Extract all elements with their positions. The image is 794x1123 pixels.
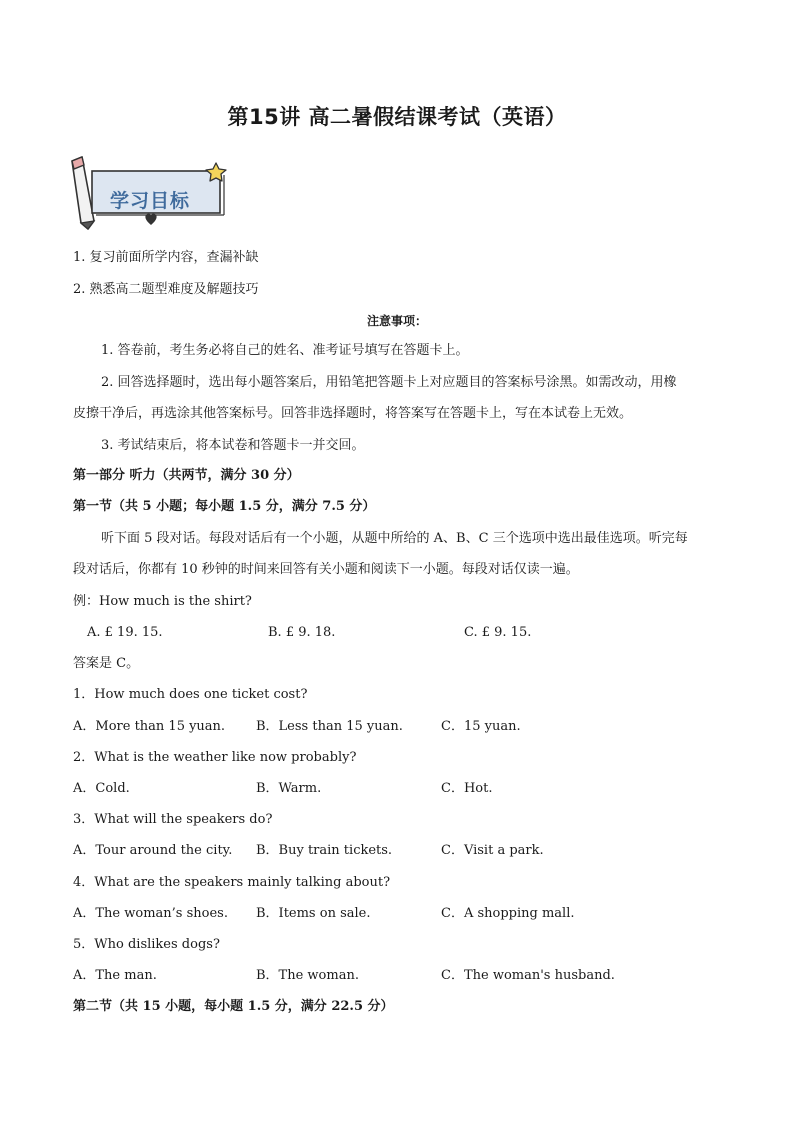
part1-heading: 第一部分 听力（共两节，满分 30 分） — [73, 468, 300, 483]
question-2-option-a: A．Cold. — [73, 781, 130, 796]
example-option-b: B. £ 9. 18. — [268, 625, 336, 640]
question-5-option-b: B．The woman. — [256, 968, 359, 983]
question-1-option-c: C．15 yuan. — [441, 719, 521, 734]
example-question: 例：How much is the shirt? — [73, 594, 252, 609]
question-5: 5．Who dislikes dogs? — [73, 937, 220, 952]
question-1: 1．How much does one ticket cost? — [73, 687, 308, 702]
section1-heading: 第一节（共 5 小题；每小题 1.5 分，满分 7.5 分） — [73, 499, 376, 514]
question-1-option-a: A．More than 15 yuan. — [73, 719, 226, 734]
section2-heading: 第二节（共 15 小题，每小题 1.5 分，满分 22.5 分） — [73, 999, 394, 1014]
page-title: 第15讲 高二暑假结课考试（英语） — [227, 105, 567, 129]
question-4-option-a: A．The woman’s shoes. — [73, 906, 228, 921]
question-2: 2．What is the weather like now probably? — [73, 750, 357, 765]
pencil-icon — [72, 157, 94, 229]
question-2-option-b: B．Warm. — [256, 781, 322, 796]
question-4: 4．What are the speakers mainly talking about? — [73, 875, 391, 890]
question-4-option-b: B．Items on sale. — [256, 906, 371, 921]
question-3-option-c: C．Visit a park. — [441, 843, 544, 858]
notice-item-2-line1: 2. 回答选择题时，选出每小题答案后，用铅笔把答题卡上对应题目的答案标号涂黑。如需改动，用橡 — [101, 375, 677, 390]
question-1-option-b: B．Less than 15 yuan. — [256, 719, 403, 734]
question-5-option-a: A．The man. — [73, 968, 157, 983]
notice-item-3: 3. 考试结束后，将本试卷和答题卡一并交回。 — [101, 438, 365, 453]
goal-2: 2. 熟悉高二题型难度及解题技巧 — [73, 282, 259, 297]
question-2-option-c: C．Hot. — [441, 781, 493, 796]
notice-heading: 注意事项： — [366, 314, 427, 328]
question-3-option-a: A．Tour around the city. — [73, 843, 233, 858]
instructions-line2: 段对话后，你都有 10 秒钟的时间来回答有关小题和阅读下一小题。每段对话仅读一遍。 — [73, 562, 579, 577]
badge-label: 学习目标 — [110, 190, 191, 212]
question-5-option-c: C．The woman's husband. — [441, 968, 615, 983]
question-3-option-b: B．Buy train tickets. — [256, 843, 393, 858]
goal-1: 1. 复习前面所学内容，查漏补缺 — [73, 250, 259, 265]
instructions-line1: 听下面 5 段对话。每段对话后有一个小题，从题中所给的 A、B、C 三个选项中选出最佳选项。听完每 — [101, 531, 688, 546]
example-option-a: A. £ 19. 15. — [87, 625, 163, 640]
question-3: 3．What will the speakers do? — [73, 812, 273, 827]
question-4-option-c: C．A shopping mall. — [441, 906, 575, 921]
example-answer: 答案是 C。 — [73, 656, 140, 671]
notice-item-1: 1. 答卷前，考生务必将自己的姓名、准考证号填写在答题卡上。 — [101, 343, 469, 358]
notice-item-2-line2: 皮擦干净后，再选涂其他答案标号。回答非选择题时，将答案写在答题卡上，写在本试卷上无效。 — [73, 406, 633, 421]
example-option-c: C. £ 9. 15. — [464, 625, 532, 640]
